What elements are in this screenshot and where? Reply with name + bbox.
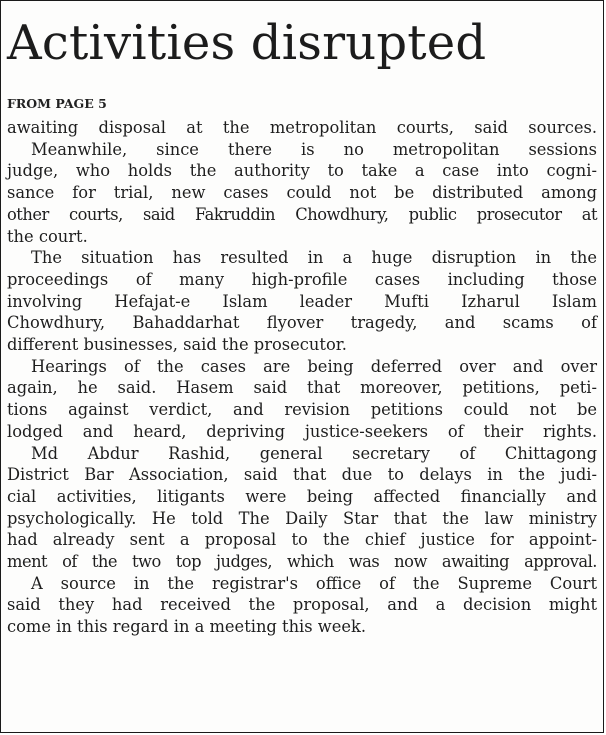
article-line: tions against verdict, and revision petitions could not be [7, 400, 597, 420]
article-line: again, he said. Hasem said that moreover, petitions, peti- [7, 378, 597, 398]
article-line: said they had received the proposal, and a decision might [7, 595, 597, 615]
article-line: Md Abdur Rashid, general secretary of Chittagong [31, 443, 597, 463]
article-line: had already sent a proposal to the chief justice for appoint- [7, 530, 597, 550]
article-line: proceedings of many high-profile cases including those [7, 269, 597, 289]
article-body [7, 117, 597, 638]
jump-label: FROM PAGE 5 [7, 96, 107, 111]
headline: Activities disrupted [7, 15, 487, 71]
article-line: The situation has resulted in a huge disruption in the [31, 248, 597, 268]
article-line: Hearings of the cases are being deferred over and over [31, 356, 597, 376]
article-line: lodged and heard, depriving justice-seekers of their rights. [7, 421, 597, 441]
article-line: Chowdhury, Bahaddarhat flyover tragedy, and scams of [7, 313, 597, 333]
article-line: come in this regard in a meeting this week. [7, 617, 367, 637]
article-line: psychologically. He told The Daily Star that the law ministry [7, 508, 597, 528]
article-line: involving Hefajat-e Islam leader Mufti Izharul Islam [7, 291, 597, 311]
article-line: awaiting disposal at the metropolitan courts, said sources. [7, 118, 597, 137]
article-line: judge, who holds the authority to take a case into cogni- [7, 161, 597, 181]
article-line: other courts, said Fakruddin Chowdhury, public prosecutor at [7, 204, 597, 224]
article-line: sance for trial, new cases could not be distributed among [7, 183, 597, 203]
article-line: ment of the two top judges, which was now awaiting approval. [7, 552, 597, 572]
article-line: the court. [7, 226, 88, 246]
article-line: District Bar Association, said that due to delays in the judi- [7, 465, 597, 485]
article-line: cial activities, litigants were being affected financially and [7, 486, 597, 506]
article-line: A source in the registrar's office of the Supreme Court [31, 573, 597, 593]
article-line: Meanwhile, since there is no metropolitan sessions [31, 139, 597, 159]
article-line: different businesses, said the prosecutor. [7, 335, 347, 355]
